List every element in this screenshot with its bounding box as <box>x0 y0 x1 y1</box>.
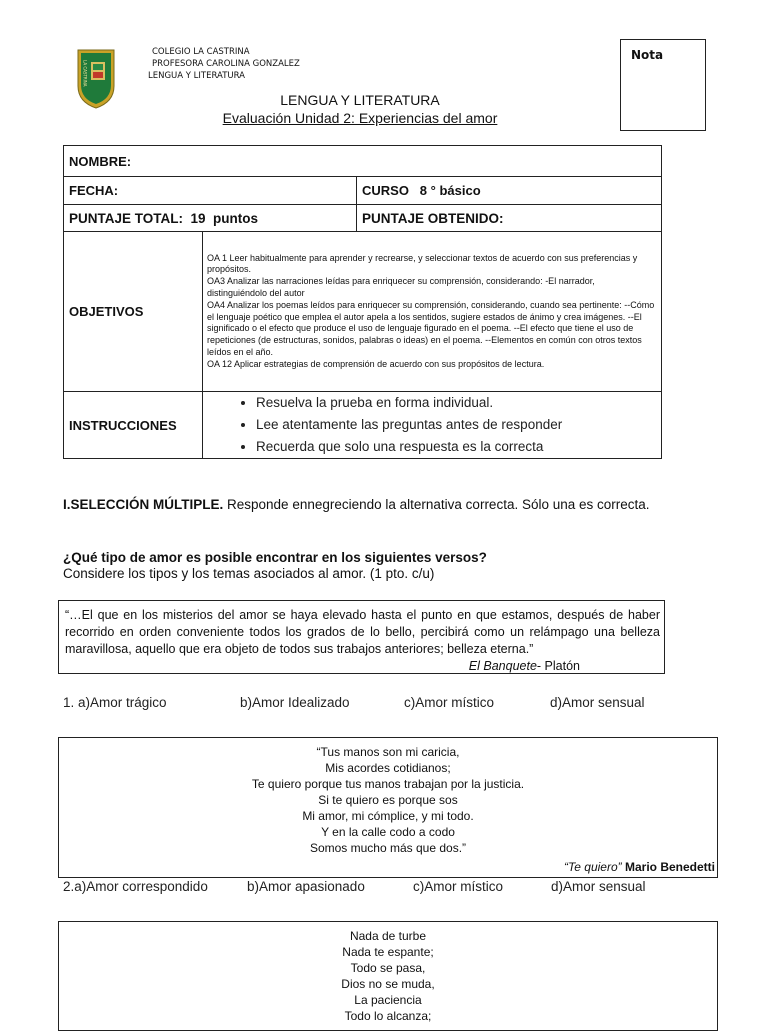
fecha-cell[interactable] <box>64 177 357 205</box>
poem-line: Todo se pasa, <box>350 961 426 975</box>
instrucciones-label: INSTRUCCIONES <box>69 417 177 433</box>
puntaje-total-value: 19 puntos <box>190 210 259 226</box>
question-text: ¿Qué tipo de amor es posible encontrar en los siguientes versos? <box>63 550 487 565</box>
poem-box-2 <box>58 737 718 878</box>
quote-source <box>65 658 660 675</box>
objectives-table <box>63 231 662 459</box>
question-block <box>63 550 673 582</box>
objetivos-text: OA 1 Leer habitualmente para aprender y recrearse, y seleccionar textos de acuerdo con sus preferencias y propósitos. OA3 Analizar las narraciones leídas para enriquecer su comprensión, considerando: -El narrador, distinguiéndolo del autor OA4 Analizar los poemas leídos para enriquecer su comprensión, considerando, cuando sea pertinente: --Cómo el lenguaje poético que emplea el autor apela a los sentidos, sugiere estados de ánimo y crea imágenes. --El significado o el efecto que produce el uso de lenguaje figurado en el poema. --El efecto que tiene el uso de repeticiones (de estructuras, sonidos, palabras o ideas) en el poema. --Elementos en común con otros textos leídos en el año. OA 12 Aplicar estrategias de comprensión de acuerdo con sus propósitos de lectura. <box>203 232 662 392</box>
quote-box-1 <box>58 600 665 674</box>
instruccion-item: • Lee atentamente las preguntas antes de responder <box>256 414 656 436</box>
source-work: El Banquete <box>468 659 537 673</box>
q2-option-b[interactable]: b)Amor apasionado <box>247 879 365 894</box>
poem-line: Mi amor, mi cómplice, y mi todo. <box>302 809 474 823</box>
instrucciones-list <box>208 392 656 458</box>
school-info <box>148 46 300 82</box>
q1-option-a[interactable]: 1. a)Amor trágico <box>63 695 167 710</box>
section-heading <box>63 496 673 513</box>
instrucciones-label-cell <box>64 392 203 459</box>
poem-line: Te quiero porque tus manos trabajan por la justicia. <box>251 777 525 791</box>
poem-line: La paciencia <box>354 993 422 1007</box>
teacher-name: PROFESORA CAROLINA GONZALEZ <box>152 59 300 69</box>
poem-line: Mis acordes cotidianos; <box>325 761 451 775</box>
poem-line: Somos mucho más que dos.” <box>309 841 467 855</box>
puntaje-total-label: PUNTAJE TOTAL: <box>69 210 183 226</box>
instruccion-item: • Recuerda que solo una respuesta es la correcta <box>256 436 656 458</box>
q1-option-d[interactable]: d)Amor sensual <box>550 695 645 710</box>
instrucciones-list-cell <box>203 392 662 459</box>
section-instructions: Responde ennegreciendo la alternativa correcta. Sólo una es correcta. <box>223 497 650 512</box>
poem-line: Dios no se muda, <box>341 977 435 991</box>
question-note: Considere los tipos y los temas asociados al amor. (1 pto. c/u) <box>63 566 435 581</box>
objetivos-label: OBJETIVOS <box>69 304 144 319</box>
curso-cell <box>357 177 662 205</box>
puntaje-obtenido-label: PUNTAJE OBTENIDO: <box>362 210 504 226</box>
source-author: - Platón <box>536 659 580 673</box>
school-logo <box>76 48 116 110</box>
poem-author <box>564 859 715 875</box>
q1-option-c[interactable]: c)Amor místico <box>404 695 495 710</box>
q2-option-c[interactable]: c)Amor místico <box>413 879 504 894</box>
section-title: I.SELECCIÓN MÚLTIPLE. <box>63 497 224 512</box>
curso-label: CURSO <box>362 183 409 198</box>
nombre-label: NOMBRE: <box>69 153 132 169</box>
instruccion-item: • Resuelva la prueba en forma individual. <box>256 392 656 414</box>
q2-option-a[interactable]: 2.a)Amor correspondido <box>63 879 208 894</box>
exam-subtitle: Evaluación Unidad 2: Experiencias del amor <box>222 110 498 126</box>
exam-title: LENGUA Y LITERATURA <box>280 92 440 108</box>
logo-text: LA CASTRINA <box>82 60 88 87</box>
nombre-cell[interactable] <box>64 146 662 177</box>
q1-option-b[interactable]: b)Amor Idealizado <box>240 695 350 710</box>
curso-value: 8 ° básico <box>419 183 481 198</box>
subject-name: LENGUA Y LITERATURA <box>148 71 245 81</box>
puntaje-obtenido-cell[interactable] <box>357 205 662 232</box>
objetivos-label-cell <box>64 232 203 392</box>
poem-line: Si te quiero es porque sos <box>318 793 458 807</box>
poem-line: “Tus manos son mi caricia, <box>316 745 460 759</box>
poem-line: Nada de turbe <box>349 929 427 943</box>
quote-text: “…El que en los misterios del amor se haya elevado hasta el punto en que estamos, después de haber recorrido en orden conveniente todos los grados de lo bello, percibirá como un relámpago una belleza maravillosa, aquello que era objeto de todos sus trabajos anteriores; belleza eterna.” <box>65 608 660 656</box>
q2-option-d[interactable]: d)Amor sensual <box>551 879 646 894</box>
poem-author-name: Mario Benedetti <box>621 860 715 874</box>
nota-label: Nota <box>631 48 664 62</box>
school-name: COLEGIO LA CASTRINA <box>152 47 250 57</box>
poem-line: Todo lo alcanza; <box>344 1009 432 1023</box>
puntaje-total-cell <box>64 205 357 232</box>
poem-work: “Te quiero” <box>564 860 622 874</box>
poem-box-3 <box>58 921 718 1031</box>
fecha-label: FECHA: <box>69 183 119 198</box>
student-info-table <box>63 145 662 232</box>
grade-box <box>620 39 706 131</box>
poem-line: Y en la calle codo a codo <box>321 825 455 839</box>
poem-line: Nada te espante; <box>342 945 434 959</box>
